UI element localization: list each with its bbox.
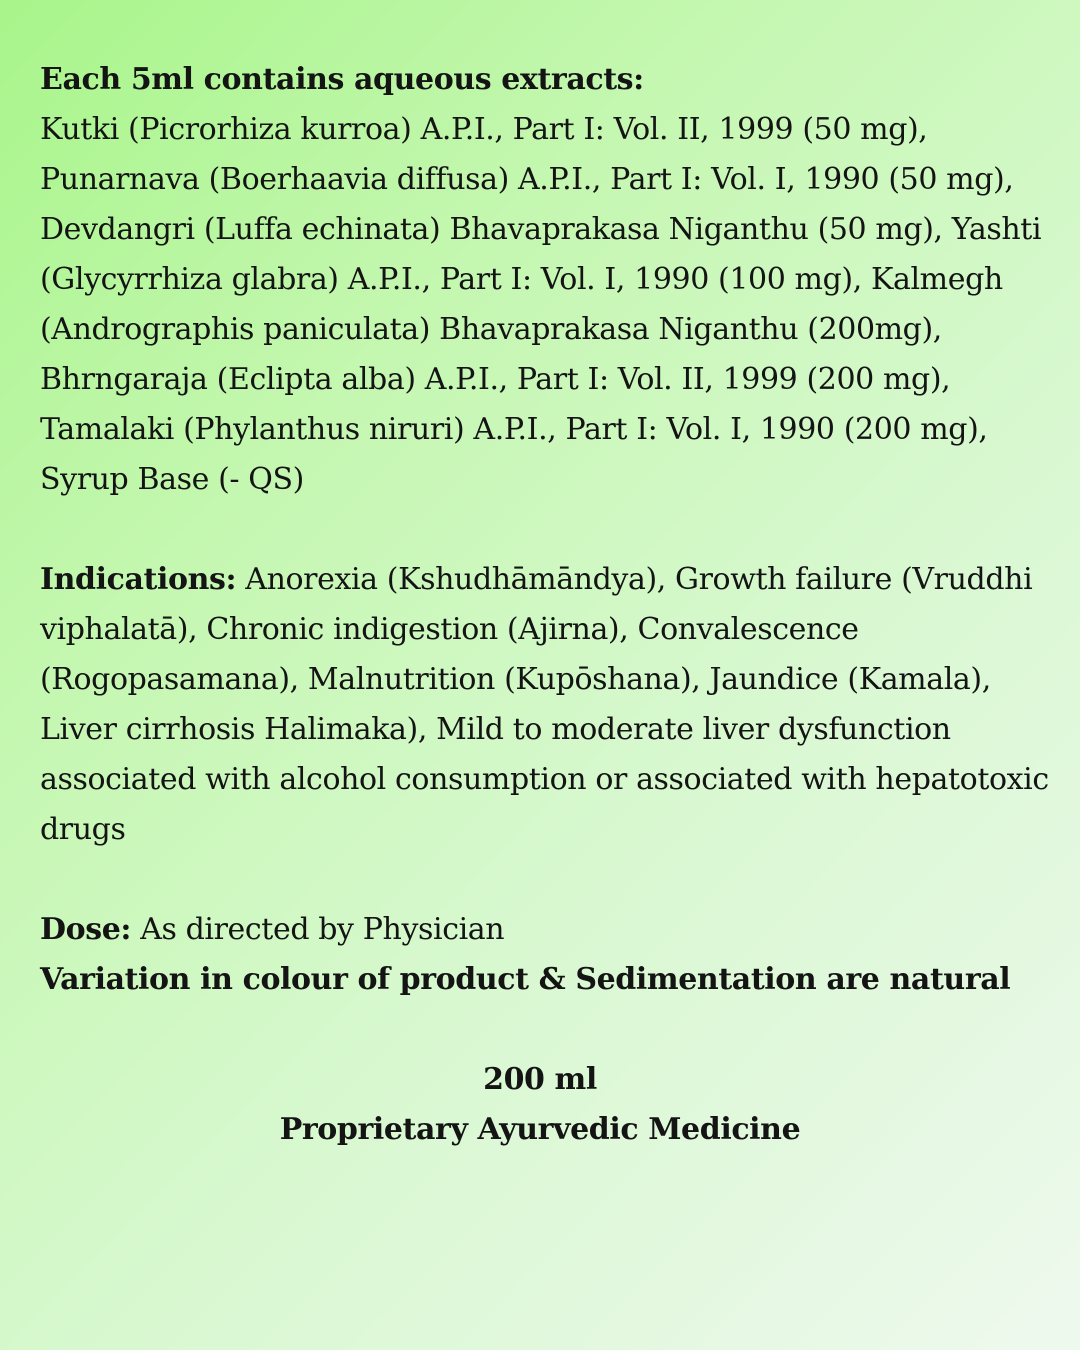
composition-heading: Each 5ml contains aqueous extracts: [40,62,644,97]
category-label: Proprietary Ayurvedic Medicine [279,1112,801,1147]
dose-section [40,905,1050,955]
spacer [40,855,1050,905]
volume-label: 200 ml [483,1062,597,1097]
dose-text: As directed by Physician [131,912,505,947]
product-footer [0,1055,1080,1155]
ingredients-list: Kutki (Picrorhiza kurroa) A.P.I., Part I: Vol. II, 1999 (50 mg), Punarnava (Boerhaavia diffusa) A.P.I., Part I: Vol. I, 1990 (50 mg), Devdangri (Luffa echinata) Bhavaprakasa Niganthu (50 mg), Yashti (Glycyrrhiza glabra) A.P.I., Part I: Vol. I, 1990 (100 mg), Kalmegh (Andrographis paniculata) Bhavaprakasa Niganthu (200mg), Bhrngaraja (Eclipta alba) A.P.I., Part I: Vol. II, 1999 (200 mg), Tamalaki (Phylanthus niruri) A.P.I., Part I: Vol. I, 1990 (200 mg), Syrup Base (- QS) [40,112,1042,497]
indications-text: Anorexia (Kshudhāmāndya), Growth failure (Vruddhi viphalatā), Chronic indigestion (Ajirna), Convalescence (Rogopasamana), Malnutrition (Kupōshana), Jaundice (Kamala), Liver cirrhosis Halimaka), Mild to moderate liver dysfunction associated with alcohol consumption or associated with hepatotoxic drugs [40,562,1049,847]
indications-label: Indications: [40,562,237,597]
spacer [40,505,1050,555]
dose-label: Dose: [40,912,132,947]
variation-note: Variation in colour of product & Sedimentation are natural [40,962,1011,997]
label-content [40,55,1050,1005]
indications-section [40,555,1050,855]
